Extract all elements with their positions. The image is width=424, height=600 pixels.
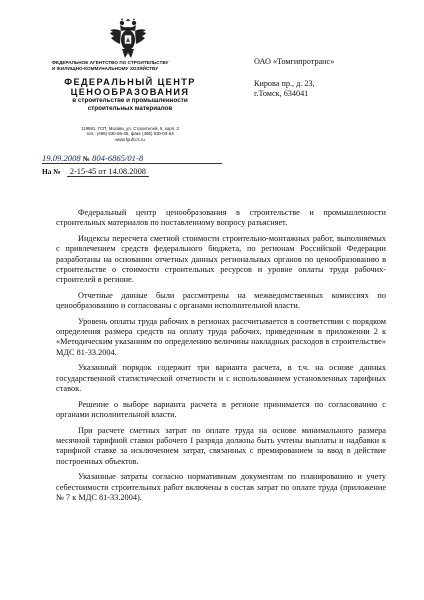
body-paragraph: Отчетные данные были рассмотрены на межведомственных комиссиях по ценообразованию и согласованы с органами исполнительной власти. <box>56 290 386 311</box>
recipient-block <box>254 57 414 99</box>
body-paragraph: Решение о выборе варианта расчета в регионе принимается по согласованию с органами исполнительной власти. <box>56 399 386 419</box>
organization-title-line: ФЕДЕРАЛЬНЫЙ ЦЕНТР <box>64 77 196 87</box>
agency-name <box>52 60 222 71</box>
address-line: тел.: (495) 930-66-45, факс (495) 930-03-63 <box>86 131 174 137</box>
letter-body <box>56 208 386 509</box>
recipient-organization: ОАО «Томгипротранс» <box>254 57 335 66</box>
agency-line: И ЖИЛИЩНО-КОММУНАЛЬНОМУ ХОЗЯЙСТВУ <box>52 65 159 71</box>
registration-number-label: № <box>82 155 90 163</box>
reference-line <box>42 167 222 176</box>
state-emblem-icon <box>108 18 148 60</box>
organization-address <box>45 126 215 142</box>
body-paragraph: Федеральный центр ценообразования в строительстве и промышленности строительных материалов по поставленному вопросу разъясняет. <box>56 208 386 228</box>
organization-title-line: ЦЕНООБРАЗОВАНИЯ <box>70 87 190 97</box>
recipient-address-line: г.Томск, 634041 <box>254 89 309 98</box>
address-line: www.fgufccs.ru <box>115 136 145 142</box>
organization-title <box>45 77 215 97</box>
organization-subtitle-line: в строительстве и промышленности <box>72 97 188 104</box>
agency-line: ФЕДЕРАЛЬНОЕ АГЕНТСТВО ПО СТРОИТЕЛЬСТВУ <box>52 60 169 65</box>
body-paragraph: Указанный порядок содержит три варианта расчета, в т.ч. на основе данных государственной статистической отчетности и с использованием установленных тарифных ставок. <box>56 363 386 394</box>
body-paragraph: При расчете сметных затрат по оплате труда на основе минимального размера месячной тарифной ставки рабочего I разряда должны быть учтены выплаты и надбавки к тарифной ставке за исключением затрат, связанных с премированием за ввод в действие построенных объектов. <box>56 425 386 466</box>
reference-value: 2-15-45 от 14.08.2008 <box>67 167 149 177</box>
organization-subtitle-line: строительных материалов <box>87 104 173 112</box>
registration-date: 19.09.2008 <box>42 153 81 163</box>
organization-subtitle <box>45 97 215 113</box>
recipient-address-line: Кирова пр., д. 23, <box>254 79 315 88</box>
body-paragraph: Индексы пересчета сметной стоимости строительно-монтажных работ, выполняемых с привлечением средств федерального бюджета, по регионам Российской Федерации разработаны на основании отчетных данных региональных органов по ценообразованию в строительстве о стоимости строительных ресурсов и уровне оплаты труда рабочих-строителей в регионе. <box>56 233 386 285</box>
body-paragraph: Уровень оплаты труда рабочих в регионах рассчитывается в соответствии с порядком определения размера средств на оплату труда рабочих, приведенным в приложении 2 к «Методическим указаниям по определению величины накладных расходов в строительстве» МДС 81-33.2004. <box>56 316 386 357</box>
registration-number: 804-6865/01-8 <box>92 153 144 163</box>
address-line: 119991, ГСП, Москва, ул. Строителей, 8, корп. 2 <box>81 126 179 131</box>
body-paragraph: Указанные затраты согласно нормативным документам по планированию и учету себестоимости строительных работ включены в состав затрат по оплате труда (приложение № 7 к МДС 81-33.2004). <box>56 472 386 502</box>
registration-line <box>42 153 222 164</box>
reference-label: На № <box>42 167 61 176</box>
